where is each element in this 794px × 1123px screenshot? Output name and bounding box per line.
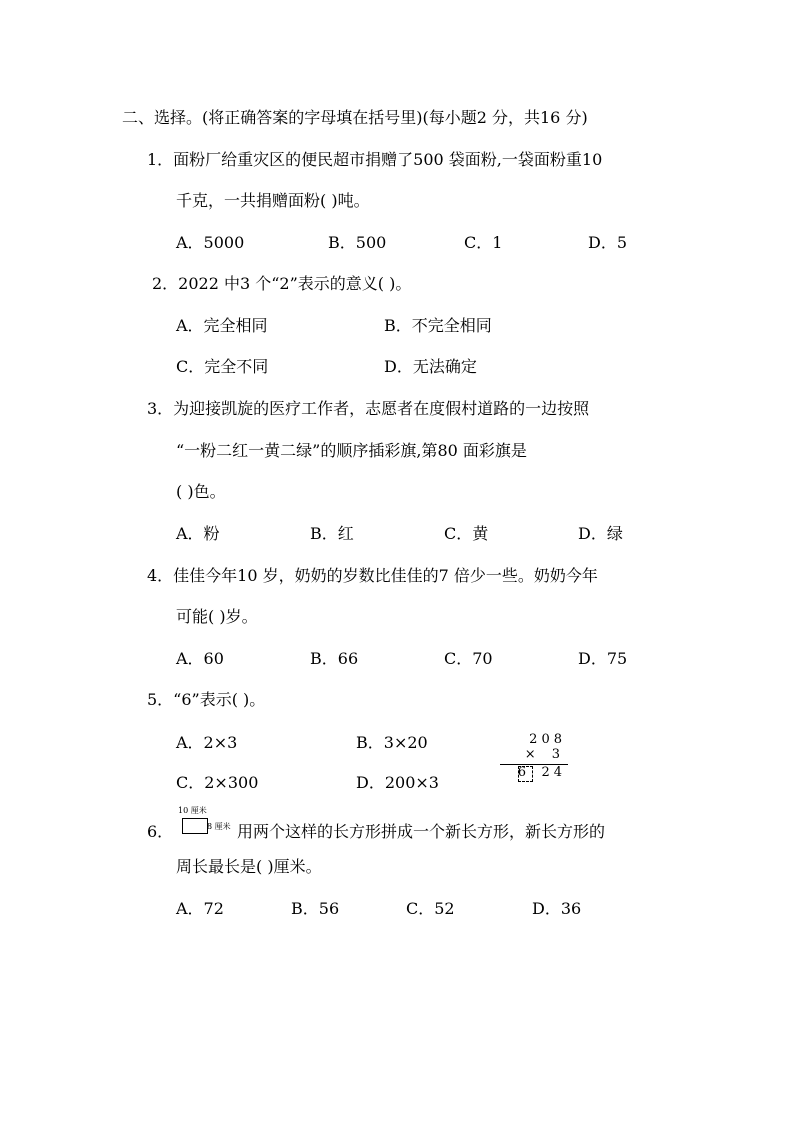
rect-height-label: 8 厘米 <box>207 822 231 831</box>
q5-line1: 5．“6”表示( )。 <box>147 690 266 709</box>
q1-option-b: B．500 <box>328 233 387 252</box>
rectangle-figure <box>182 818 208 834</box>
q5-option-a: A．2×3 <box>176 733 238 752</box>
q4-option-b: B．66 <box>310 649 359 668</box>
vertical-multiplication <box>500 733 568 781</box>
product-rest: 24 <box>541 765 566 780</box>
q3-option-a: A．粉 <box>176 524 220 543</box>
q6-option-a: A．72 <box>176 899 224 918</box>
q5-option-c: C．2×300 <box>176 773 259 792</box>
q1-option-a: A．5000 <box>176 233 245 252</box>
q5-option-d: D．200×3 <box>356 773 439 792</box>
multiplicand: 208 <box>529 732 566 747</box>
q4-option-a: A．60 <box>176 649 224 668</box>
q3-line1: 3．为迎接凯旋的医疗工作者，志愿者在度假村道路的一边按照 <box>147 399 590 418</box>
q6-number: 6． <box>147 822 174 841</box>
q6-option-d: D．36 <box>532 899 582 918</box>
q6-option-c: C．52 <box>406 899 455 918</box>
q4-option-d: D．75 <box>578 649 628 668</box>
q2-option-c: C．完全不同 <box>176 357 269 376</box>
q4-line1: 4．佳佳今年10 岁，奶奶的岁数比佳佳的7 倍少一些。奶奶今年 <box>147 566 598 585</box>
q1-line2: 千克，一共捐赠面粉( )吨。 <box>176 191 370 210</box>
q6-line2: 周长最长是( )厘米。 <box>176 857 322 876</box>
q3-option-c: C．黄 <box>444 524 489 543</box>
boxed-digit: 6 <box>517 765 530 780</box>
q2-option-d: D．无法确定 <box>384 357 477 376</box>
q2-option-b: B．不完全相同 <box>384 316 492 335</box>
q1-line1: 1．面粉厂给重灾区的便民超市捐赠了500 袋面粉,一袋面粉重10 <box>147 150 603 169</box>
q1-option-c: C．1 <box>464 233 503 252</box>
q6-option-b: B．56 <box>291 899 340 918</box>
q3-option-b: B．红 <box>310 524 354 543</box>
q1-option-d: D．5 <box>588 233 628 252</box>
q4-option-c: C．70 <box>444 649 493 668</box>
q3-line3: ( )色。 <box>176 482 226 501</box>
q2-option-a: A．完全相同 <box>176 316 268 335</box>
q5-option-b: B．3×20 <box>356 733 428 752</box>
section-title: 二、选择。(将正确答案的字母填在括号里)(每小题2 分，共16 分) <box>122 108 588 127</box>
q3-option-d: D．绿 <box>578 524 623 543</box>
multiplier: × 3 <box>524 747 566 762</box>
q6-line1: 用两个这样的长方形拼成一个新长方形，新长方形的 <box>237 822 606 841</box>
q3-line2: “一粉二红一黄二绿”的顺序插彩旗,第80 面彩旗是 <box>176 441 527 460</box>
q2-line1: 2．2022 中3 个“2”表示的意义( )。 <box>152 274 412 293</box>
rect-width-label: 10 厘米 <box>178 806 207 815</box>
q4-line2: 可能( )岁。 <box>176 607 258 626</box>
